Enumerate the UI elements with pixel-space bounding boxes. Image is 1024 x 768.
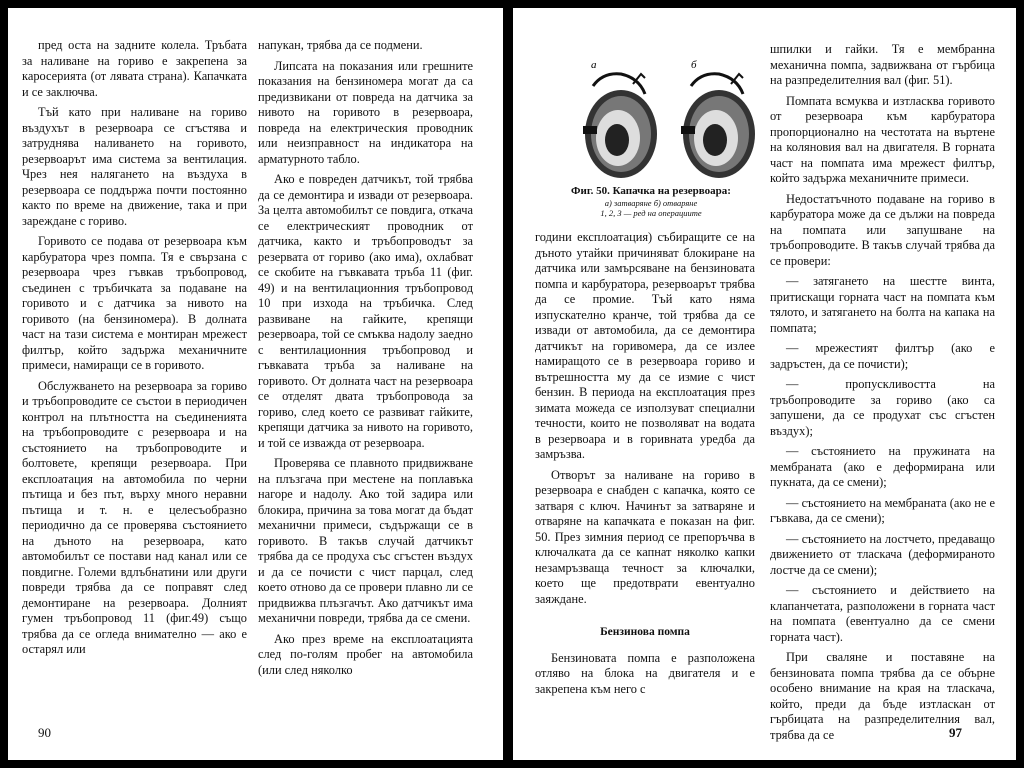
book-spine: [503, 8, 513, 760]
list-item: — мрежестият филтър (ако е задръстен, да се почисти);: [770, 341, 995, 371]
paragraph: шпилки и гайки. Тя е мембранна механична помпа, задвижвана от гърбица на разпределителния вал (фиг. 51).: [770, 42, 995, 87]
figure-caption-title: Фиг. 50. Капачка на резервоара:: [571, 185, 731, 197]
figure-label-b: б: [691, 59, 697, 71]
fuel-cap-open-drawing: [681, 74, 755, 178]
fuel-cap-figure: [573, 56, 773, 186]
figure-caption-legend: а) затваряне б) отваряне: [604, 198, 698, 208]
paragraph: Липсата на показания или грешните показания на бензиномера могат да са предизвикани от повреда на датчика за нивото на горивото в резервоара, повреда на електрическия проводник или неизправност на индикатора на арматурното табло.: [258, 58, 473, 166]
paragraph: Ако през време на експлоатацията след по-голям пробег на автомобила (или след няколко: [258, 631, 473, 677]
paragraph: Помпата всмуква и изтласква горивото от резервоара към карбуратора пропорционално на честотата на въртене на коляновия вал на двигателя. В горната част на помпата има мрежест филтър, който задържа механичните примеси.: [770, 93, 995, 185]
paragraph: Горивото се подава от резервоара към карбуратора чрез помпа. Тя е свързана с резервоара чрез гъвкав тръбопровод, съединен с тръбичката за подаване на горивото и с датчика за нивото на горивото (на бензиномера). В долната част на тази система е монтиран мрежест филтър, който задържа механичните примеси, намиращи се в горивото.: [22, 234, 247, 372]
paragraph: Обслужването на резервоара за гориво и тръбопроводите се състои в периодичен контрол на плътността на съединенията на тръбопроводите с резервоара и на състоянието на тръбопроводите и болтовете, крепящи резервоара. При експлоатация на автомобила по черни пътища и без път, върху много неравни пътища и т. н. е целесъобразно периодично да се проверява състоянието на дъното на резервоара, като автомобилът се постави над канал или се повдигне. Големи вдлъбнатини или други повреди трябва да се поправят след демонтиране на резервоара. Долният гумен тръбопровод 11 (фиг.49) също трябва да се огледа внимателно — ако е остарял или: [22, 378, 247, 656]
list-item: — състоянието на пружината на мембраната (ако е деформирана или пукната, да се смени);: [770, 444, 995, 489]
list-item: — състоянието на мембраната (ако не е гъвкава, да се смени);: [770, 495, 995, 525]
paragraph: Недостатъчното подаване на гориво в карбуратора може да се дължи на повреда на помпата или запушване на тръбопроводите. В такъв случай трябва да се провери:: [770, 191, 995, 268]
figure-label-a: а: [591, 59, 597, 71]
fuel-cap-closed-drawing: [583, 74, 657, 178]
right-column-2: [770, 42, 995, 748]
paragraph: Отворът за наливане на гориво в резервоара е снабден с капачка, която се затваря с ключ. Начинът за затваряне и отваряне на капачката е показан на фиг. 50. През зимния период се препоръчва в ключалката да се капнат няколко капки незамръзваща течност за ключалки, което ще предотврати евентуално заяждане.: [535, 467, 755, 606]
paragraph: пред оста на задните колела. Тръбата за наливане на гориво е закрепена за каросерията (от лявата страна). Капачката и се заключва.: [22, 38, 247, 99]
paragraph: напукан, трябва да се подмени.: [258, 38, 423, 52]
paragraph: Тъй като при наливане на гориво въздухът в резервоара се сгъстява и затруднява наливането на горивото, резервоарът има система за вентилация. Чрез нея налягането на въздуха в резервоара се поддържа почти постоянно както по време на движение, така и при зареждане с гориво.: [22, 105, 247, 228]
paragraph: При сваляне и поставяне на бензиновата помпа трябва да се обърне особено внимание на края на тласкача, който, преди да бъде изтласкан от гърбицата на разпределителния вал, трябва да се: [770, 650, 995, 742]
left-page: [8, 8, 503, 760]
page-number-left: 90: [38, 725, 51, 740]
paragraph: Ако е повреден датчикът, той трябва да се демонтира и извади от резервоара. За целта автомобилът се повдига, откача се електрическият проводник от датчика, както и тръбопроводът за резервата от гориво (ако има), охлабват се скобите на гъвкавата тръба 11 (фиг. 49) и на вентилационния тръбопровод 10 при изхода на тръбичка. След развиване на гайките, крепящи резервоара, той се смъква надолу заедно с вентилационния тръбопровод и гъвкавата тръба за наливане на горивото. От долната част на резервоара се отделят двата тръбопровода за гориво, след което се развиват гайките, крепящи датчика за нивото на горивото, и той се изважда от резервоара.: [258, 172, 473, 450]
list-item: — състоянието и действието на клапанчетата, разположени в горната част на помпата (евентуално да се смени горната част).: [770, 583, 995, 644]
paragraph: Проверява се плавното придвижване на плъзгача при местене на поплавъка нагоре и надолу. Ако той задира или блокира, причина за това могат да бъдат механични примеси, съдържащи се в горивото. В такъв случай датчикът трябва да се продуха със сгъстен въздух и да се почисти с чист парцал, след което отново да се провери плавно ли се придвижва плъзгачът. Ако датчикът има механични повреди, трябва да се смени.: [258, 456, 473, 625]
list-item: — затягането на шестте винта, притискащи горната част на помпата към тялото, и затягането на болта на капака на помпата;: [770, 274, 995, 335]
right-column-1: [535, 230, 755, 702]
section-heading: Бензинова помпа: [600, 626, 690, 638]
page-number-right: 97: [949, 725, 962, 740]
paragraph: Бензиновата помпа е разположена отляво на блока на двигателя и е закрепена към него с: [535, 650, 755, 696]
list-item: — пропускливостта на тръбопроводите за гориво (ако са запушени, да се продухат със сгъстен въздух);: [770, 377, 995, 438]
figure-caption-legend: 1, 2, 3 — ред на операциите: [600, 208, 702, 218]
left-column-2: [258, 38, 473, 683]
paragraph: години експлоатация) събиращите се на дъното утайки причиняват блокиране на датчика или замърсяване на бензиновата помпа и карбуратора, резервоарът трябва да се промие. Тъй като няма изпускателно кранче, той трябва да се извади от автомобила, да се демонтира датчикът на горивомера, да се излее намиращото се в резервоара гориво и вътрешността му да се измие с чист бензин. В периода на експлоатация през зимата можеда се използуват специални течности, които не позволяват на водата в резервоара и в горивната уредба да замръзва.: [535, 230, 755, 461]
right-page: [513, 8, 1016, 760]
list-item: — състоянието на лостчето, предаващо движението от тласкача (деформираното лостче да се смени);: [770, 531, 995, 577]
left-column-1: [22, 38, 247, 663]
figure-caption: [551, 185, 751, 218]
